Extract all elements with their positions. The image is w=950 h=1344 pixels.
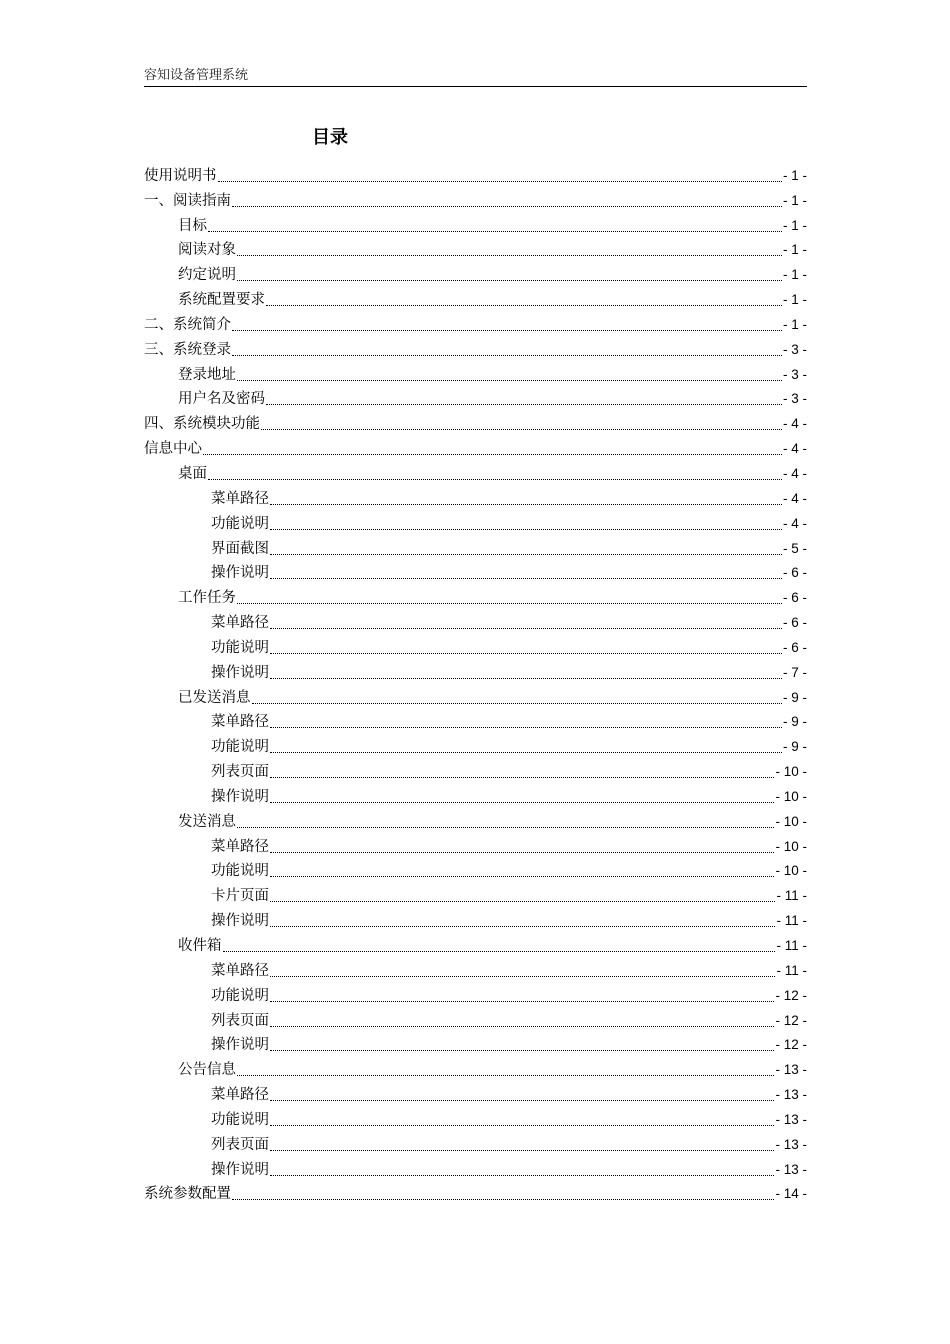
toc-entry-page-number[interactable]: - 1 - (782, 167, 807, 183)
toc-entry-page-number[interactable]: - 12 - (775, 987, 807, 1003)
toc-entry[interactable] (144, 932, 807, 957)
toc-dot-leader (232, 206, 782, 207)
toc-entry-label[interactable]: 操作说明 (211, 1037, 269, 1054)
toc-entry-label[interactable]: 发送消息 (178, 813, 236, 830)
toc-entry-label[interactable]: 收件箱 (178, 938, 222, 954)
toc-entry-label[interactable]: 操作说明 (211, 664, 269, 681)
toc-entry-page-number[interactable]: - 4 - (782, 441, 807, 457)
toc-entry-label[interactable]: 菜单路径 (211, 490, 269, 507)
toc-dot-leader (266, 305, 782, 306)
toc-entry-label[interactable]: 菜单路径 (211, 838, 269, 855)
toc-entry[interactable] (144, 336, 807, 361)
toc-entry-label[interactable]: 菜单路径 (211, 1087, 269, 1104)
toc-entry[interactable] (144, 609, 807, 634)
toc-entry-page-number[interactable]: - 13 - (775, 1136, 807, 1152)
toc-dot-leader (270, 1175, 774, 1176)
toc-entry-label[interactable]: 功能说明 (211, 515, 269, 532)
toc-dot-leader (270, 678, 782, 679)
toc-dot-leader (270, 852, 774, 853)
toc-entry-label[interactable]: 四、系统模块功能 (144, 416, 260, 433)
toc-dot-leader (266, 404, 782, 405)
toc-entry-page-number[interactable]: - 14 - (775, 1186, 807, 1202)
toc-entry[interactable] (144, 187, 807, 212)
toc-entry[interactable] (144, 361, 807, 386)
toc-entry[interactable] (144, 237, 807, 262)
toc-entry-label[interactable]: 操作说明 (211, 1161, 269, 1178)
toc-entry[interactable] (144, 1056, 807, 1081)
toc-entry-label[interactable]: 桌面 (178, 465, 207, 482)
toc-entry-page-number[interactable]: - 6 - (782, 615, 807, 631)
toc-entry-page-number[interactable]: - 9 - (782, 714, 807, 730)
toc-entry[interactable] (144, 162, 807, 187)
toc-entry-label[interactable]: 列表页面 (211, 1012, 269, 1029)
toc-entry-page-number[interactable]: - 12 - (775, 1037, 807, 1053)
toc-entry[interactable] (144, 659, 807, 684)
toc-dot-leader (237, 255, 782, 256)
toc-entry[interactable] (144, 634, 807, 659)
toc-entry-page-number[interactable]: - 11 - (776, 938, 807, 953)
toc-entry[interactable] (144, 833, 807, 858)
toc-dot-leader (270, 1001, 774, 1002)
toc-entry-page-number[interactable]: - 6 - (782, 565, 807, 581)
toc-entry-page-number[interactable]: - 3 - (782, 366, 807, 382)
toc-entry-page-number[interactable]: - 13 - (775, 1062, 807, 1078)
toc-entry-page-number[interactable]: - 13 - (775, 1087, 807, 1103)
toc-entry[interactable] (144, 286, 807, 311)
toc-entry-page-number[interactable]: - 11 - (776, 962, 807, 978)
toc-entry-page-number[interactable]: - 4 - (782, 515, 807, 531)
toc-entry[interactable] (144, 261, 807, 286)
toc-dot-leader (270, 777, 774, 778)
toc-entry[interactable] (144, 435, 807, 460)
toc-dot-leader (270, 578, 782, 579)
toc-dot-leader (252, 703, 782, 704)
toc-entry-label[interactable]: 二、系统简介 (144, 316, 231, 333)
toc-entry-label[interactable]: 功能说明 (211, 863, 269, 880)
toc-entry-page-number[interactable]: - 12 - (775, 1012, 807, 1028)
toc-entry-label[interactable]: 菜单路径 (211, 615, 269, 632)
table-of-contents (144, 162, 807, 1205)
toc-entry-label[interactable]: 操作说明 (211, 788, 269, 805)
toc-entry-label[interactable]: 功能说明 (211, 987, 269, 1004)
toc-dot-leader (208, 231, 782, 232)
toc-entry-label[interactable]: 信息中心 (144, 441, 202, 458)
toc-entry-label[interactable]: 用户名及密码 (178, 391, 265, 408)
toc-dot-leader (237, 380, 782, 381)
toc-entry-page-number[interactable]: - 9 - (782, 739, 807, 755)
toc-entry[interactable] (144, 982, 807, 1007)
toc-entry[interactable] (144, 709, 807, 734)
toc-entry-page-number[interactable]: - 1 - (782, 217, 807, 233)
toc-entry[interactable] (144, 1081, 807, 1106)
toc-entry-label[interactable]: 三、系统登录 (144, 341, 231, 358)
toc-entry-label[interactable]: 使用说明书 (144, 167, 217, 184)
toc-entry-page-number[interactable]: - 13 - (775, 1161, 807, 1177)
toc-entry[interactable] (144, 882, 807, 907)
toc-entry[interactable] (144, 510, 807, 535)
toc-entry-page-number[interactable]: - 10 - (775, 838, 807, 854)
toc-dot-leader (270, 554, 782, 555)
toc-entry[interactable] (144, 535, 807, 560)
toc-entry-page-number[interactable]: - 4 - (782, 490, 807, 506)
toc-dot-leader (237, 1075, 774, 1076)
toc-entry-page-number[interactable]: - 10 - (775, 863, 807, 879)
toc-entry-page-number[interactable]: - 6 - (782, 639, 807, 655)
toc-dot-leader (232, 1199, 774, 1200)
toc-entry-label[interactable]: 列表页面 (211, 1136, 269, 1153)
toc-entry-label[interactable]: 目标 (178, 217, 207, 234)
toc-entry[interactable] (144, 907, 807, 932)
toc-dot-leader (270, 876, 774, 877)
toc-dot-leader (208, 479, 782, 480)
toc-title: 目录 (312, 127, 348, 148)
toc-entry-label[interactable]: 功能说明 (211, 1111, 269, 1128)
toc-dot-leader (270, 628, 782, 629)
toc-entry[interactable] (144, 783, 807, 808)
toc-entry-label[interactable]: 系统参数配置 (144, 1186, 231, 1203)
toc-dot-leader (270, 926, 775, 927)
toc-entry-label[interactable]: 菜单路径 (211, 962, 269, 979)
toc-dot-leader (203, 454, 782, 455)
toc-dot-leader (218, 181, 782, 182)
toc-entry-label[interactable]: 登录地址 (178, 366, 236, 383)
toc-entry[interactable] (144, 460, 807, 485)
toc-entry-label[interactable]: 约定说明 (178, 267, 236, 284)
toc-entry-page-number[interactable]: - 10 - (775, 813, 807, 829)
toc-dot-leader (270, 802, 774, 803)
toc-entry-page-number[interactable]: - 13 - (775, 1111, 807, 1127)
toc-entry-label[interactable]: 一、阅读指南 (144, 192, 231, 209)
toc-entry[interactable] (144, 957, 807, 982)
toc-entry-page-number[interactable]: - 7 - (782, 664, 807, 680)
toc-entry[interactable] (144, 410, 807, 435)
toc-entry[interactable] (144, 808, 807, 833)
toc-entry[interactable] (144, 1131, 807, 1156)
toc-entry-page-number[interactable]: - 4 - (782, 416, 807, 432)
toc-entry-page-number[interactable]: - 1 - (782, 316, 807, 332)
toc-entry-label[interactable]: 操作说明 (211, 913, 269, 930)
header-divider (144, 86, 807, 87)
toc-dot-leader (261, 429, 782, 430)
toc-entry[interactable] (144, 684, 807, 709)
toc-entry-label[interactable]: 操作说明 (211, 565, 269, 582)
toc-entry-page-number[interactable]: - 11 - (776, 913, 807, 929)
toc-entry[interactable] (144, 1007, 807, 1032)
toc-entry-page-number[interactable]: - 3 - (782, 341, 807, 357)
toc-entry-label[interactable]: 界面截图 (211, 540, 269, 557)
toc-entry-label[interactable]: 阅读对象 (178, 242, 236, 259)
toc-entry-label[interactable]: 系统配置要求 (178, 292, 265, 309)
toc-entry-label[interactable]: 列表页面 (211, 764, 269, 781)
toc-entry-label[interactable]: 已发送消息 (178, 689, 251, 706)
toc-entry-page-number[interactable]: - 11 - (776, 888, 807, 904)
toc-entry-label[interactable]: 菜单路径 (211, 714, 269, 731)
toc-dot-leader (270, 1026, 774, 1027)
toc-entry[interactable] (144, 1106, 807, 1131)
toc-dot-leader (232, 355, 782, 356)
toc-entry[interactable] (144, 386, 807, 411)
toc-dot-leader (270, 653, 782, 654)
toc-entry-page-number[interactable]: - 1 - (782, 242, 807, 258)
toc-dot-leader (270, 1100, 774, 1101)
toc-entry-page-number[interactable]: - 4 - (782, 465, 807, 481)
toc-dot-leader (237, 280, 782, 281)
toc-entry-page-number[interactable]: - 1 - (782, 192, 807, 208)
toc-entry[interactable] (144, 733, 807, 758)
toc-dot-leader (237, 603, 782, 604)
toc-entry-page-number[interactable]: - 1 - (782, 267, 807, 283)
toc-entry[interactable] (144, 1156, 807, 1181)
toc-entry[interactable] (144, 584, 807, 609)
toc-entry[interactable] (144, 560, 807, 585)
toc-entry[interactable] (144, 1181, 807, 1206)
toc-entry-page-number[interactable]: - 3 - (782, 391, 807, 407)
toc-entry[interactable] (144, 311, 807, 336)
toc-entry[interactable] (144, 485, 807, 510)
toc-entry-page-number[interactable]: - 6 - (782, 590, 807, 606)
toc-entry-page-number[interactable]: - 1 - (782, 292, 807, 308)
toc-entry[interactable] (144, 758, 807, 783)
toc-entry-page-number[interactable]: - 5 - (782, 540, 807, 556)
toc-entry-label[interactable]: 公告信息 (178, 1062, 236, 1079)
toc-dot-leader (270, 901, 775, 902)
toc-entry-page-number[interactable]: - 10 - (775, 788, 807, 804)
toc-dot-leader (232, 330, 782, 331)
toc-entry-page-number[interactable]: - 9 - (782, 689, 807, 705)
toc-dot-leader (223, 951, 776, 952)
toc-dot-leader (270, 1150, 774, 1151)
toc-dot-leader (270, 1125, 774, 1126)
toc-entry-label[interactable]: 卡片页面 (211, 888, 269, 905)
toc-entry[interactable] (144, 1032, 807, 1057)
toc-entry[interactable] (144, 212, 807, 237)
toc-entry-label[interactable]: 工作任务 (178, 590, 236, 607)
toc-entry[interactable] (144, 858, 807, 883)
toc-dot-leader (270, 504, 782, 505)
toc-entry-page-number[interactable]: - 10 - (775, 764, 807, 780)
toc-dot-leader (237, 827, 774, 828)
toc-dot-leader (270, 529, 782, 530)
toc-entry-label[interactable]: 功能说明 (211, 639, 269, 656)
toc-dot-leader (270, 976, 775, 977)
toc-dot-leader (270, 1050, 774, 1051)
toc-entry-label[interactable]: 功能说明 (211, 739, 269, 756)
toc-dot-leader (270, 752, 782, 753)
running-header: 容知设备管理系统 (144, 68, 249, 83)
toc-dot-leader (270, 727, 782, 728)
